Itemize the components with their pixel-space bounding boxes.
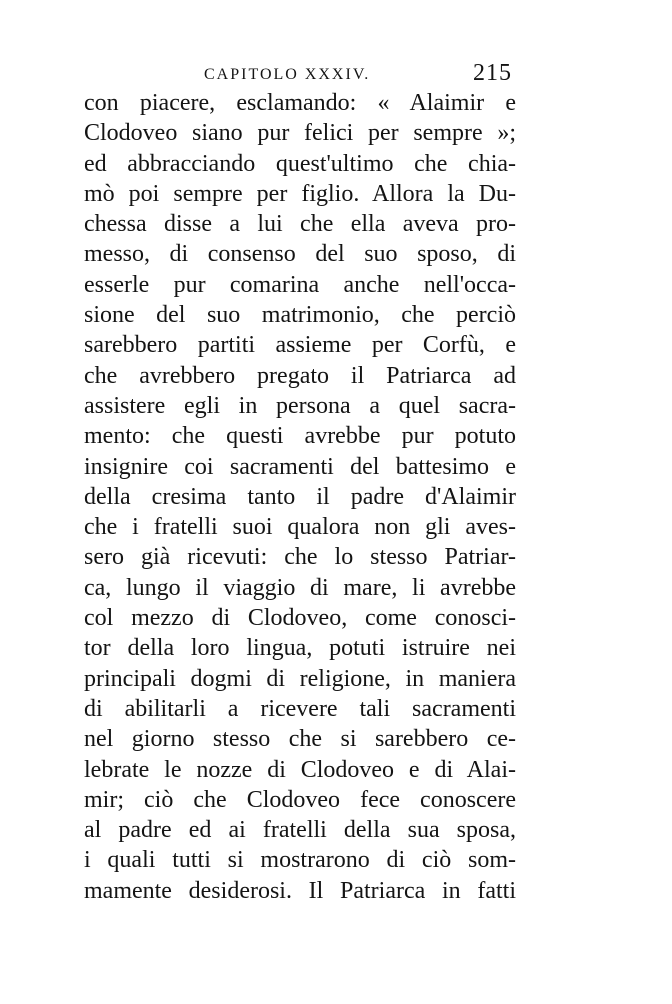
text-line: i quali tutti si mostrarono di ciò som-	[84, 847, 516, 874]
text-line: sero già ricevuti: che lo stesso Patriar-	[84, 544, 516, 571]
text-line: ca, lungo il viaggio di mare, li avrebbe	[84, 574, 516, 601]
body-text	[84, 88, 516, 906]
text-line: Clodoveo siano pur felici per sempre »;	[84, 120, 516, 147]
text-line: messo, di consenso del suo sposo, di	[84, 241, 516, 268]
text-line: assistere egli in persona a quel sacra-	[84, 392, 516, 419]
text-line: mir; ciò che Clodoveo fece conoscere	[84, 786, 516, 813]
text-line: che i fratelli suoi qualora non gli aves-	[84, 514, 516, 541]
text-line: insignire coi sacramenti del battesimo e	[84, 453, 516, 480]
text-line: al padre ed ai fratelli della sua sposa,	[84, 817, 516, 844]
text-line: esserle pur comarina anche nell'occa-	[84, 271, 516, 298]
chapter-title: CAPITOLO XXXIV.	[204, 66, 371, 83]
text-line: della cresima tanto il padre d'Alaimir	[84, 483, 516, 510]
running-head	[200, 60, 512, 90]
text-line: di abilitarli a ricevere tali sacramenti	[84, 695, 516, 722]
text-line: chessa disse a lui che ella aveva pro-	[84, 211, 516, 238]
text-line: tor della loro lingua, potuti istruire nei	[84, 635, 516, 662]
text-line: mamente desiderosi. Il Patriarca in fatti	[84, 877, 516, 904]
text-line: lebrate le nozze di Clodoveo e di Alai-	[84, 756, 516, 783]
text-line: con piacere, esclamando: « Alaimir e	[84, 90, 516, 116]
text-line: principali dogmi di religione, in maniera	[84, 665, 516, 692]
text-line: nel giorno stesso che si sarebbero ce-	[84, 726, 516, 753]
text-line: col mezzo di Clodoveo, come conosci-	[84, 605, 516, 632]
page-number: 215	[473, 60, 512, 86]
text-line: ed abbracciando quest'ultimo che chia-	[84, 150, 516, 177]
text-line: sarebbero partiti assieme per Corfù, e	[84, 332, 516, 359]
text-line: mento: che questi avrebbe pur potuto	[84, 423, 516, 450]
text-line: mò poi sempre per figlio. Allora la Du-	[84, 180, 516, 207]
text-line: che avrebbero pregato il Patriarca ad	[84, 362, 516, 389]
text-line: sione del suo matrimonio, che perciò	[84, 302, 516, 329]
